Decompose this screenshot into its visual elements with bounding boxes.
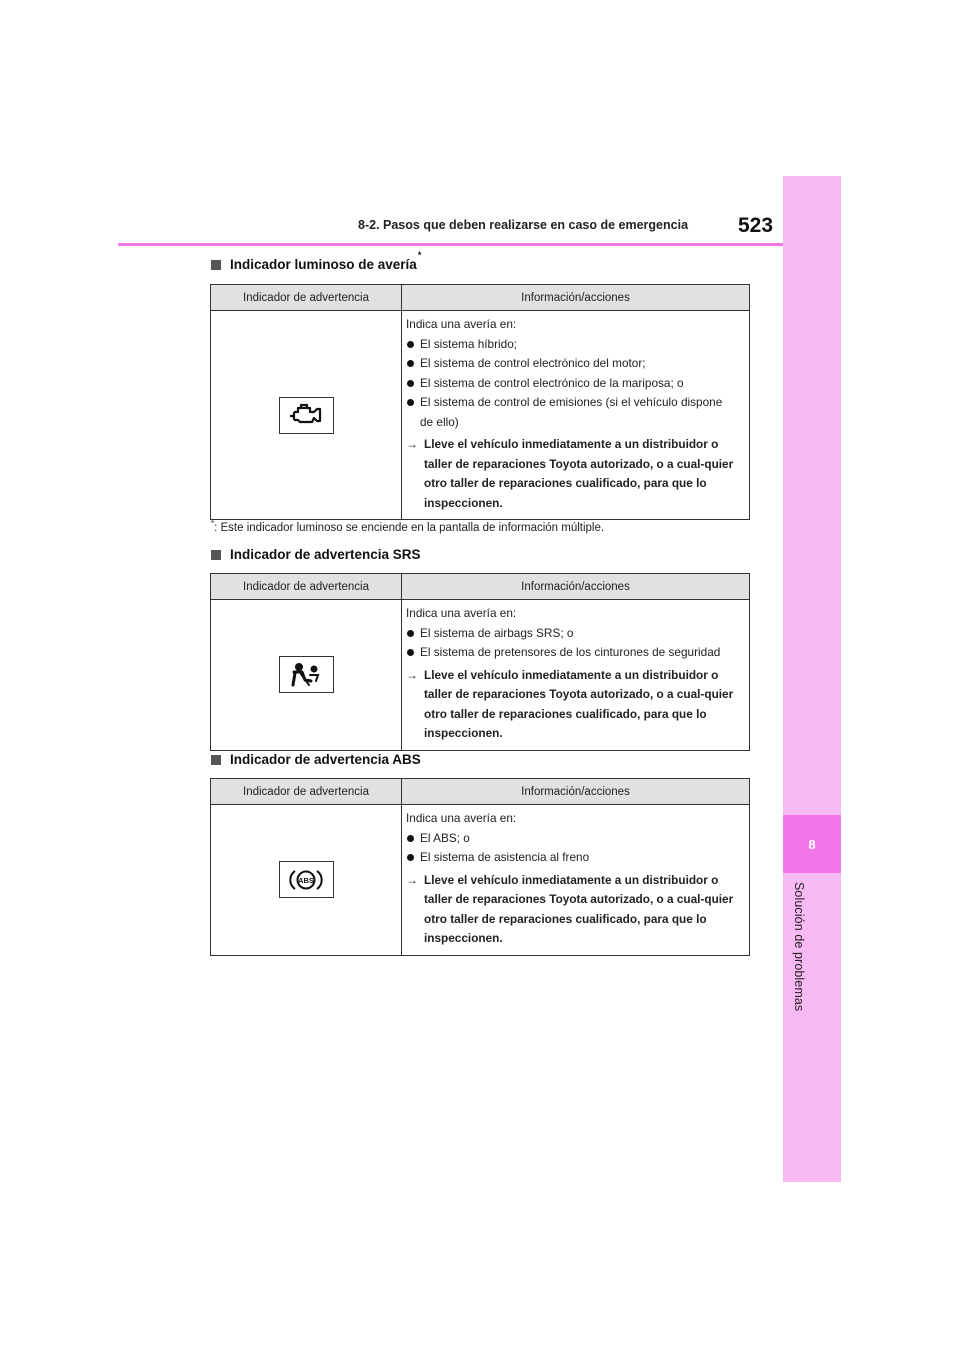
icon-cell xyxy=(211,600,402,751)
header-rule xyxy=(118,243,783,246)
page-header-title: 8-2. Pasos que deben realizarse en caso de emergencia xyxy=(358,218,689,232)
icon-cell xyxy=(211,311,402,520)
arrow-icon: → xyxy=(406,872,418,887)
section-title-text: Indicador de advertencia SRS xyxy=(230,547,421,562)
action-text: → Lleve el vehículo inmediatamente a un distribuidor o taller de reparaciones Toyota autorizado, o a cual-quier otro taller de reparaciones cualificado, para que lo inspeccionen. xyxy=(406,871,744,949)
table-header-cell: Indicador de advertencia xyxy=(211,779,402,805)
arrow-icon: → xyxy=(406,667,418,682)
list-item: El sistema de control electrónico del motor; xyxy=(406,354,744,374)
info-intro: Indica una avería en: xyxy=(406,811,517,825)
chapter-number-tab xyxy=(783,815,841,873)
list-item: El ABS; o xyxy=(406,829,744,849)
info-cell xyxy=(402,600,750,751)
action-text: → Lleve el vehículo inmediatamente a un distribuidor o taller de reparaciones Toyota autorizado, o a cual-quier otro taller de reparaciones cualificado, para que lo inspeccionen. xyxy=(406,435,744,513)
list-item: El sistema de asistencia al freno xyxy=(406,848,744,868)
list-item: El sistema híbrido; xyxy=(406,335,744,355)
warning-table-malfunction xyxy=(210,284,750,520)
list-item: El sistema de control electrónico de la mariposa; o xyxy=(406,374,744,394)
check-engine-icon xyxy=(279,397,334,434)
footnote-text: : Este indicador luminoso se enciende en la pantalla de información múltiple. xyxy=(214,521,605,534)
icon-cell xyxy=(211,805,402,956)
abs-icon xyxy=(279,861,334,898)
footnote xyxy=(211,519,604,534)
warning-table-srs xyxy=(210,573,750,751)
table-header-cell: Información/acciones xyxy=(402,285,750,311)
section-square-icon xyxy=(211,260,221,270)
list-item: El sistema de control de emisiones (si el vehículo dispone xyxy=(406,393,744,413)
abs-icon-text: ABS xyxy=(298,875,314,885)
srs-airbag-icon xyxy=(279,656,334,693)
section-title-srs xyxy=(211,547,421,562)
warning-table-abs xyxy=(210,778,750,956)
info-cell xyxy=(402,311,750,520)
table-row xyxy=(211,600,750,751)
table-header-cell: Información/acciones xyxy=(402,779,750,805)
info-intro: Indica una avería en: xyxy=(406,606,517,620)
footnote-mark: * xyxy=(211,519,215,528)
arrow-icon: → xyxy=(406,437,418,451)
action-text: → Lleve el vehículo inmediatamente a un distribuidor o taller de reparaciones Toyota autorizado, o a cual-quier otro taller de reparaciones cualificado, para que lo inspeccionen. xyxy=(406,666,744,744)
page-number: 523 xyxy=(738,214,774,237)
info-intro: Indica una avería en: xyxy=(406,317,517,331)
table-header-cell: Información/acciones xyxy=(402,574,750,600)
table-header-cell: Indicador de advertencia xyxy=(211,574,402,600)
section-square-icon xyxy=(211,755,221,765)
table-row xyxy=(211,805,750,956)
table-header-row xyxy=(211,779,750,805)
list-item: El sistema de airbags SRS; o xyxy=(406,624,744,644)
section-title-text: Indicador luminoso de avería xyxy=(230,257,417,272)
table-header-cell: Indicador de advertencia xyxy=(211,285,402,311)
section-title-abs xyxy=(211,752,421,767)
section-title-malfunction: Indicador luminoso de avería * xyxy=(211,257,421,272)
table-header-row xyxy=(211,574,750,600)
section-square-icon xyxy=(211,550,221,560)
table-header-row xyxy=(211,285,750,311)
list-item-continuation: de ello) xyxy=(420,414,459,429)
list-item: El sistema de pretensores de los cinturones de seguridad xyxy=(406,643,744,663)
section-title-text: Indicador de advertencia ABS xyxy=(230,752,421,767)
chapter-number: 8 xyxy=(808,836,816,852)
info-cell xyxy=(402,805,750,956)
table-row xyxy=(211,311,750,520)
chapter-label: Solución de problemas xyxy=(792,882,806,1012)
